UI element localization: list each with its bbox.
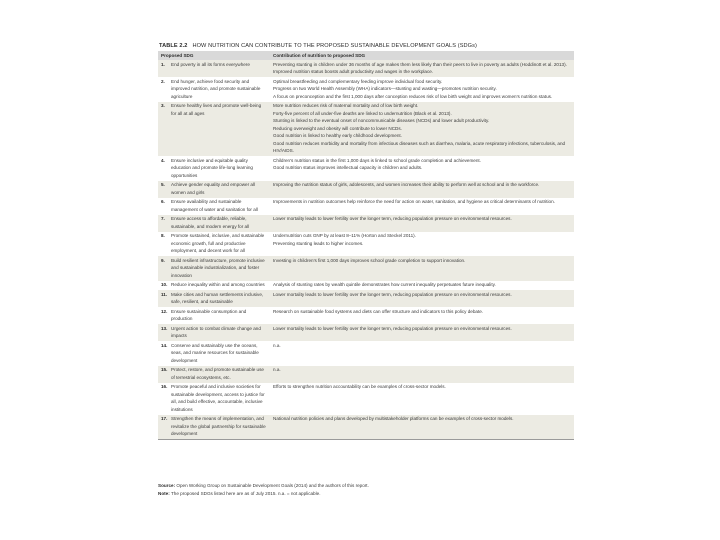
contribution-line: Improving the nutrition status of girls, adolescents, and women increases their ability to perform well at school and in the workforce.	[273, 182, 540, 187]
sdg-goal-cell	[158, 383, 270, 415]
sdg-number: 11.	[161, 291, 168, 297]
table-row	[158, 77, 574, 102]
sdg-number: 15.	[161, 367, 168, 372]
sdg-goal-text: Achieve gender equality and empower all women and girls	[171, 182, 256, 195]
sdg-goal	[161, 215, 267, 230]
table-row	[158, 281, 574, 291]
nutrition-contribution-cell	[270, 77, 574, 102]
table-row	[158, 181, 574, 198]
table-row	[158, 215, 574, 232]
contribution-line: A focus on preconception and the first 1,000 days after conception reduces risk of low birth weight and improves women's nutrition status.	[273, 93, 553, 99]
sdg-goal-text: Ensure inclusive and equitable quality education and promote life-long learning opportunities	[171, 157, 253, 178]
sdg-goal-cell	[158, 281, 270, 291]
contribution-line: Undernutrition cuts GNP by at least 8–11% (Horton and Steckel 2011).	[273, 233, 416, 238]
sdg-goal	[161, 232, 267, 255]
table-row	[158, 198, 574, 215]
source-text: Open Working Group on Sustainable Development Goals (2014) and the authors of this report.	[176, 483, 369, 488]
sdg-goal-text: Strengthen the means of implementation, and revitalize the global partnership for sustainable development	[171, 416, 266, 436]
table-row	[158, 366, 574, 383]
sdg-number: 2.	[161, 78, 165, 84]
nutrition-contribution-cell	[270, 383, 574, 415]
table-row	[158, 341, 574, 366]
sdg-goal	[161, 415, 267, 438]
sdg-goal-cell	[158, 415, 270, 440]
contribution-line: Optimal breastfeeding and complementary feeding improve individual food security.	[273, 78, 443, 84]
sdg-goal-cell	[158, 341, 270, 366]
sdg-number: 6.	[161, 199, 165, 204]
sdg-goal-text: Ensure access to affordable, reliable, sustainable, and modern energy for all	[171, 216, 250, 229]
sdg-number: 4.	[161, 157, 165, 163]
sdg-number: 16.	[161, 384, 168, 389]
sdg-number: 10.	[161, 282, 168, 287]
nutrition-contribution-cell	[270, 60, 574, 77]
sdg-goal-cell	[158, 232, 270, 257]
table-notes	[158, 482, 574, 497]
sdg-goal	[161, 383, 267, 413]
sdg-goal	[161, 291, 267, 306]
column-header-proposed-sdg: Proposed SDG	[158, 51, 270, 60]
note-text: The proposed SDGs listed here are as of July 2015. n.a. = not applicable.	[170, 490, 321, 496]
sdg-goal-text: End poverty in all its forms everywhere	[171, 61, 250, 67]
source-label: Source:	[158, 483, 176, 488]
nutrition-contribution-cell	[270, 341, 574, 366]
sdg-goal-text: Protect, restore, and promote sustainable use of terrestrial ecosystems, etc.	[171, 367, 264, 380]
sdg-goal	[161, 61, 267, 69]
sdg-goal	[161, 257, 267, 280]
sdg-goal	[161, 102, 267, 117]
sdg-goal-text: End hunger, achieve food security and improved nutrition, and promote sustainable agriculture	[171, 78, 261, 99]
nutrition-contribution-cell	[270, 366, 574, 383]
sdg-goal-text: Promote sustained, inclusive, and sustainable economic growth, full and productive employment, and decent work for all	[171, 233, 265, 253]
sdg-goal-text: Ensure healthy lives and promote well-being for all at all ages	[171, 103, 262, 116]
sdg-goal	[161, 157, 267, 180]
sdg-goal-text: Ensure availability and sustainable management of water and sanitation for all	[171, 199, 258, 212]
sdg-goal	[161, 78, 267, 101]
contribution-line: National nutrition policies and plans developed by multistakeholder platforms can be examples of cross-sector models.	[273, 416, 514, 421]
contribution-line: Children's nutrition status in the first 1,000 days is linked to school grade completion and achievement.	[273, 157, 481, 163]
source-note	[158, 482, 574, 490]
sdg-goal-cell	[158, 60, 270, 77]
sdg-goal-cell	[158, 290, 270, 307]
nutrition-contribution-cell	[270, 156, 574, 181]
sdg-goal	[161, 281, 267, 289]
sdg-goal-text: Urgent action to combat climate change and impacts	[171, 325, 261, 338]
sdg-goal-cell	[158, 366, 270, 383]
contribution-line: Analysis of stunting rates by wealth quintile demonstrates how current inequality perpetuates future inequality.	[273, 282, 496, 287]
contribution-line: n.a.	[273, 367, 281, 372]
nutrition-contribution-cell	[270, 198, 574, 215]
sdg-goal	[161, 342, 267, 365]
contribution-line: Improvements in nutrition outcomes help reinforce the need for action on water, sanitation, and hygiene as critical determinants of nutrition.	[273, 199, 555, 204]
sdg-goal-cell	[158, 324, 270, 341]
sdg-goal-text: Build resilient infrastructure, promote inclusive and sustainable industrialization, and foster innovation	[171, 257, 265, 278]
nutrition-contribution-cell	[270, 232, 574, 257]
sdg-goal-text: Promote peaceful and inclusive societies for sustainable development, access to justice for all, and build effective, accountable, inclusive institutions	[171, 384, 265, 412]
contribution-line: Lower mortality leads to lower fertility over the longer term, reducing population pressure on environmental resources.	[273, 216, 512, 221]
contribution-line: More nutrition reduces risk of maternal mortality and of low birth weight.	[273, 103, 419, 108]
nutrition-contribution-cell	[270, 415, 574, 440]
sdg-goal-cell	[158, 256, 270, 281]
table-row	[158, 324, 574, 341]
table-row	[158, 156, 574, 181]
table-row	[158, 290, 574, 307]
nutrition-contribution-cell	[270, 290, 574, 307]
sdg-goal-text: Conserve and sustainably use the oceans, seas, and marine resources for sustainable development	[171, 342, 259, 363]
sdg-number: 5.	[161, 182, 165, 187]
nutrition-contribution-cell	[270, 102, 574, 157]
contribution-line: Preventing stunting leads to higher incomes.	[273, 240, 364, 246]
sdg-goal-cell	[158, 156, 270, 181]
contribution-line: Improved nutrition status boosts adult productivity and wages in the workplace.	[273, 69, 434, 74]
sdg-number: 8.	[161, 233, 165, 238]
table-title-text: HOW NUTRITION CAN CONTRIBUTE TO THE PROPOSED SUSTAINABLE DEVELOPMENT GOALS (SDGs)	[192, 43, 477, 49]
table-header-row	[158, 51, 574, 60]
sdg-goal-cell	[158, 181, 270, 198]
table-row	[158, 60, 574, 77]
table-row	[158, 256, 574, 281]
contribution-line: Research on sustainable food systems and diets can offer structure and indicators to this policy debate.	[273, 308, 484, 314]
nutrition-contribution-cell	[270, 181, 574, 198]
contribution-line: n.a.	[273, 342, 281, 348]
contribution-line: Good nutrition status improves intellectual capacity in children and adults.	[273, 165, 423, 170]
contribution-line: Preventing stunting in children under 36 months of age makes them less likely than their peers to live in poverty as adults (Hoddinott et al. 2013).	[273, 61, 567, 67]
sdg-number: 1.	[161, 61, 165, 67]
sdg-goal-text: Reduce inequality within and among countries	[171, 282, 265, 287]
general-note	[158, 490, 574, 498]
sdg-goal-cell	[158, 198, 270, 215]
contribution-line: Stunting is linked to the eventual onset of noncommunicable diseases (NCDs) and lower adult productivity.	[273, 118, 490, 123]
contribution-line: Forty-five percent of all under-five deaths are linked to undernutrition (Black et al. 2013).	[273, 110, 452, 116]
sdg-goal	[161, 198, 267, 213]
sdg-number: 14.	[161, 342, 168, 348]
sdg-nutrition-table	[158, 51, 574, 440]
sdg-number: 7.	[161, 216, 165, 221]
table-body	[158, 60, 574, 440]
sdg-goal	[161, 308, 267, 323]
contribution-line: Good nutrition is linked to healthy early childhood development.	[273, 133, 402, 138]
sdg-goal-cell	[158, 215, 270, 232]
sdg-goal	[161, 181, 267, 196]
sdg-goal-cell	[158, 307, 270, 324]
note-label: Note:	[158, 490, 170, 496]
sdg-number: 9.	[161, 257, 165, 263]
table-row	[158, 383, 574, 415]
nutrition-contribution-cell	[270, 281, 574, 291]
contribution-line: Lower mortality leads to lower fertility over the longer term, reducing population pressure on environmental resources.	[273, 291, 512, 297]
table-row	[158, 307, 574, 324]
sdg-number: 17.	[161, 416, 168, 421]
nutrition-contribution-cell	[270, 256, 574, 281]
nutrition-contribution-cell	[270, 324, 574, 341]
contribution-line: Lower mortality leads to lower fertility over the longer term, reducing population pressure on environmental resources.	[273, 325, 512, 331]
table-row	[158, 102, 574, 157]
contribution-line: Efforts to strengthen nutrition accountability can be examples of cross-sector models.	[273, 384, 446, 389]
contribution-line: Good nutrition reduces morbidity and mortality from infectious diseases such as diarrhea, malaria, acute respiratory infections, tuberculosis, and HIV/AIDS.	[273, 140, 566, 153]
sdg-goal-cell	[158, 77, 270, 102]
table-title	[159, 43, 569, 49]
sdg-number: 13.	[161, 325, 168, 331]
sdg-goal-text: Make cities and human settlements inclusive, safe, resilient, and sustainable	[171, 291, 264, 304]
table-row	[158, 415, 574, 440]
nutrition-contribution-cell	[270, 307, 574, 324]
sdg-goal-text: Ensure sustainable consumption and production	[171, 308, 247, 321]
contribution-line: Progress on two World Health Assembly (WHA) indicators—stunting and wasting—promotes nutrition security.	[273, 86, 497, 91]
sdg-goal-cell	[158, 102, 270, 157]
contribution-line: Investing in children's first 1,000 days improves school grade completion to support innovation.	[273, 257, 466, 263]
sdg-number: 3.	[161, 103, 165, 108]
table-number: TABLE 2.2	[159, 43, 188, 49]
table-row	[158, 232, 574, 257]
sdg-goal	[161, 366, 267, 381]
contribution-line: Reducing overweight and obesity will contribute to lower NCDs.	[273, 125, 402, 131]
nutrition-contribution-cell	[270, 215, 574, 232]
sdg-number: 12.	[161, 308, 168, 314]
column-header-contribution: Contribution of nutrition to proposed SDG	[270, 51, 574, 60]
sdg-goal	[161, 325, 267, 340]
